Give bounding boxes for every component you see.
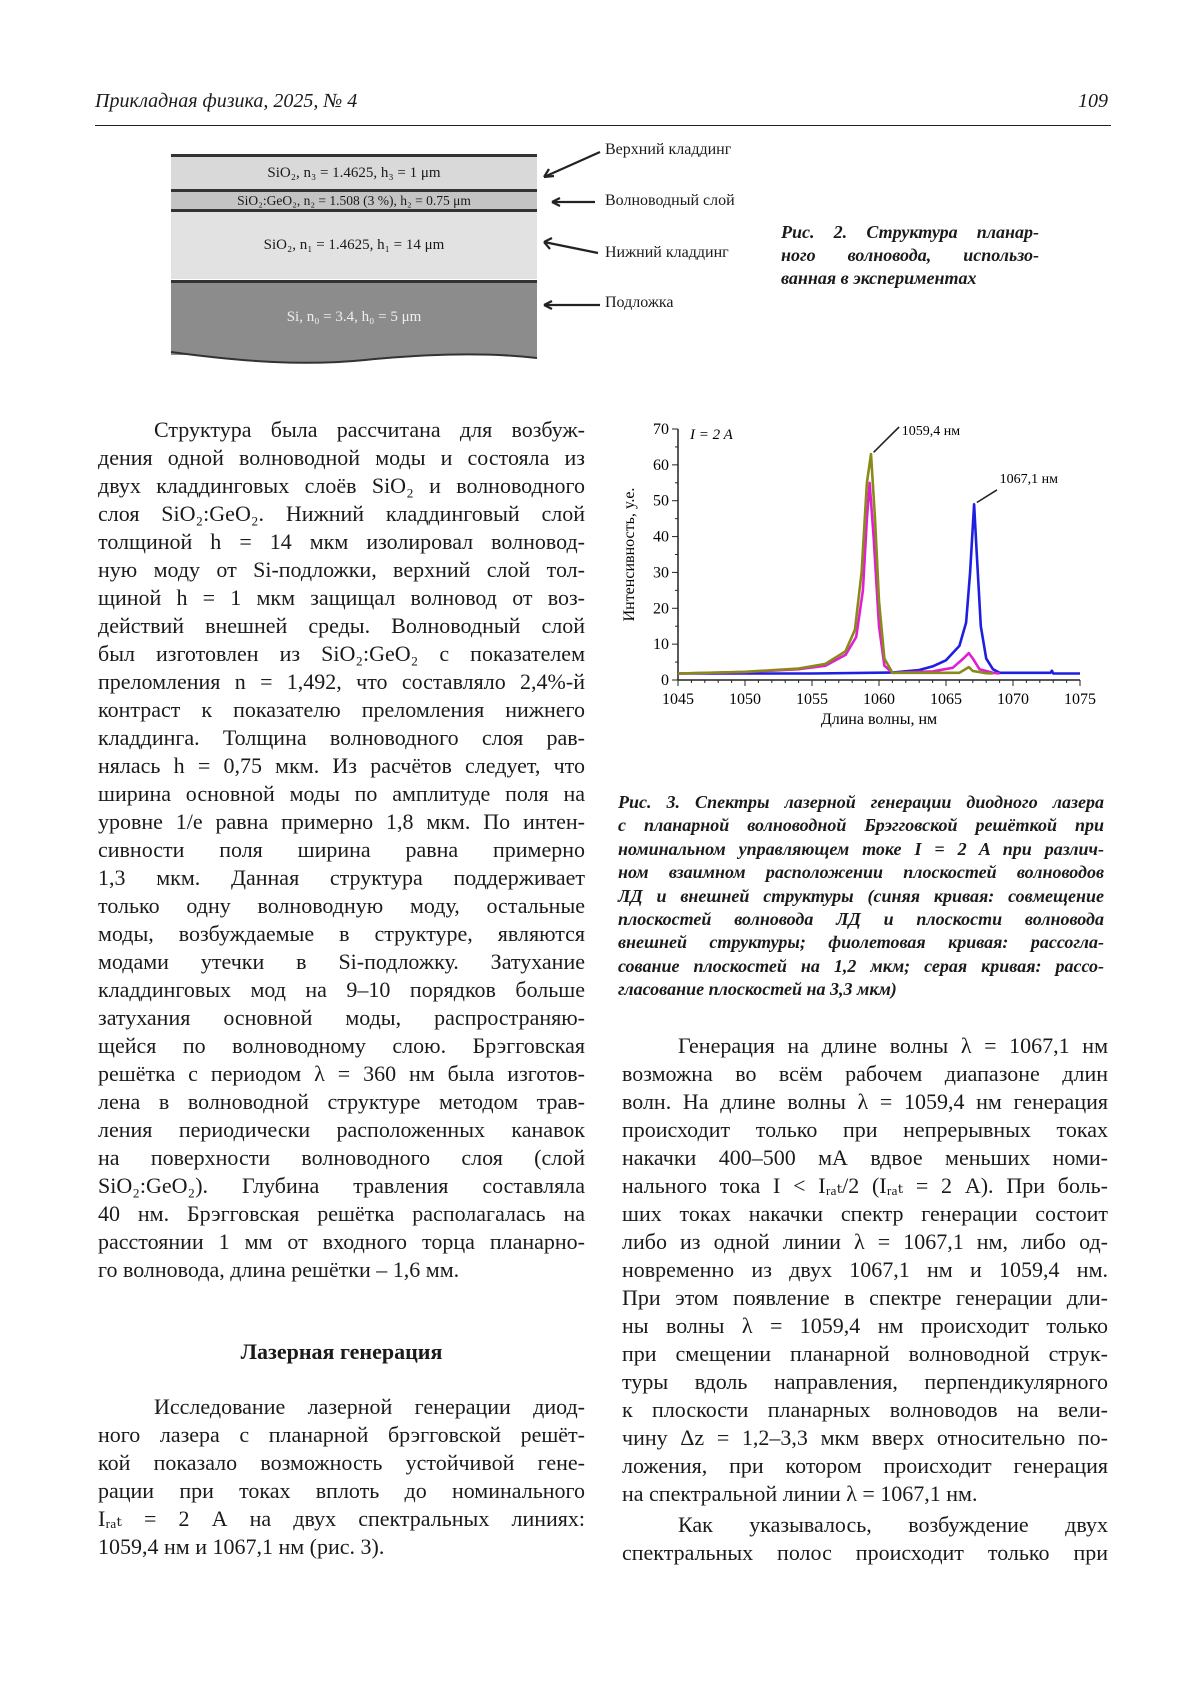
text-line: гласование плоскостей на 3,3 мкм)	[618, 978, 1104, 1001]
text-line: дения одной волноводной моды и состояла из	[98, 444, 585, 472]
right-paragraph-1	[622, 1032, 1108, 1508]
text-line: модами утечки в Si-подложку. Затухание	[98, 948, 585, 976]
figure-2-caption	[781, 221, 1039, 290]
journal-title: Прикладная физика, 2025, № 4	[95, 90, 357, 113]
text-line: затухания основной моды, распространяю-	[98, 1004, 585, 1032]
x-axis-label: Длина волны, нм	[821, 711, 937, 728]
text-line: на поверхности волноводного слоя (слой	[98, 1144, 585, 1172]
text-line: на спектральной линии λ = 1067,1 нм.	[622, 1480, 1108, 1508]
text-line: сование плоскостей на 1,2 мкм; серая кривая: рассо-	[618, 955, 1104, 978]
text-line: 1,3 мкм. Данная структура поддерживает	[98, 864, 585, 892]
series-line-magenta	[678, 483, 1000, 674]
text-line: решётка с периодом λ = 360 нм была изготов-	[98, 1060, 585, 1088]
figure-3-caption	[618, 791, 1104, 1002]
text-line: ших токах накачки спектр генерации состоит	[622, 1200, 1108, 1228]
text-line: ны волны λ = 1059,4 нм происходит только	[622, 1312, 1108, 1340]
text-line: только одну волноводную моду, остальные	[98, 892, 585, 920]
text-line: Iᵣₐₜ = 2 А на двух спектральных линиях:	[98, 1505, 585, 1533]
peak-arrow-1067	[977, 490, 997, 503]
y-tick-label: 0	[661, 672, 669, 689]
x-tick-label: 1060	[863, 691, 895, 708]
y-tick-label: 10	[653, 636, 669, 653]
x-tick-label: 1065	[930, 691, 962, 708]
x-tick-label: 1055	[796, 691, 828, 708]
label-waveguide-layer: Волноводный слой	[605, 192, 735, 210]
label-upper-cladding: Верхний кладдинг	[605, 141, 731, 159]
layer-upper-cladding: SiO₂, n₃ = 1.4625, h₃ = 1 μm	[171, 157, 537, 189]
text-line: действий внешней среды. Волноводный слой	[98, 612, 585, 640]
arrow-lower	[544, 242, 598, 253]
text-line: рации при токах вплоть до номинального	[98, 1477, 585, 1505]
text-line: Исследование лазерной генерации диод-	[98, 1393, 585, 1421]
peak-label-1059: 1059,4 нм	[902, 424, 960, 439]
text-line: двух кладдинговых слоёв SiO₂ и волноводного	[98, 472, 585, 500]
text-line: ления периодически расположенных канавок	[98, 1116, 585, 1144]
text-line: возможна во всём рабочем диапазоне длин	[622, 1060, 1108, 1088]
text-line: щиной h = 1 мкм защищал волновод от воз-	[98, 584, 585, 612]
current-annotation: I = 2 A	[689, 427, 734, 443]
text-line: новременно из двух 1067,1 нм и 1059,4 нм.	[622, 1256, 1108, 1284]
text-line: ном взаимном расположении плоскостей волноводов	[618, 861, 1104, 884]
text-line: накачки 400–500 мА вдвое меньших номи-	[622, 1144, 1108, 1172]
y-tick-label: 70	[653, 421, 669, 438]
text-line: контраст к показателю преломления нижнего	[98, 696, 585, 724]
text-line: щейся по волноводному слою. Брэгговская	[98, 1032, 585, 1060]
text-line: либо из одной линии λ = 1067,1 нм, либо од-	[622, 1228, 1108, 1256]
text-line: туры вдоль направления, перпендикулярного	[622, 1368, 1108, 1396]
section-heading: Лазерная генерация	[98, 1338, 585, 1366]
x-tick-label: 1050	[729, 691, 761, 708]
text-line: к плоскости планарных волноводов на вели-	[622, 1396, 1108, 1424]
series-line-olive	[678, 454, 993, 673]
left-paragraph-2	[98, 1393, 585, 1561]
text-line: плоскостей волновода ЛД и плоскости волновода	[618, 908, 1104, 931]
y-axis-label: Интенсивность, у.е.	[621, 488, 638, 622]
text-line: Рис. 2. Структура планар-	[781, 221, 1039, 244]
text-line: лена в волноводной структуре методом трав-	[98, 1088, 585, 1116]
x-tick-label: 1045	[662, 691, 694, 708]
text-line: спектральных полос происходит только при	[622, 1539, 1108, 1567]
x-tick-label: 1070	[997, 691, 1029, 708]
text-line: Структура была рассчитана для возбуж-	[98, 416, 585, 444]
text-line: уровне 1/e равна примерно 1,8 мкм. По интен-	[98, 808, 585, 836]
peak-arrow-1059	[874, 427, 899, 452]
y-tick-label: 50	[653, 493, 669, 510]
text-line: толщиной h = 14 мкм изолировал волновод-	[98, 528, 585, 556]
header-rule	[95, 125, 1111, 126]
layer-lower-cladding: SiO₂, n₁ = 1.4625, h₁ = 14 μm	[171, 212, 537, 279]
text-line: волн. На длине волны λ = 1059,4 нм генерация	[622, 1088, 1108, 1116]
left-paragraph-1	[98, 416, 585, 1284]
text-line: SiO₂:GeO₂). Глубина травления составляла	[98, 1172, 585, 1200]
text-line: кой показало возможность устойчивой гене-	[98, 1449, 585, 1477]
y-tick-label: 40	[653, 529, 669, 546]
right-paragraph-2	[622, 1511, 1108, 1567]
text-line: моды, возбуждаемые в структуре, являются	[98, 920, 585, 948]
text-line: го волновода, длина решётки – 1,6 мм.	[98, 1256, 585, 1284]
text-line: номинальном управляющем токе I = 2 A при различ-	[618, 838, 1104, 861]
arrow-upper	[544, 152, 600, 177]
text-line: ную моду от Si-подложки, верхний слой тол-	[98, 556, 585, 584]
y-tick-label: 30	[653, 564, 669, 581]
page-number: 109	[1078, 90, 1108, 113]
text-line: преломления n = 1,492, что составляло 2,4%-й	[98, 668, 585, 696]
label-lower-cladding: Нижний кладдинг	[605, 244, 729, 262]
label-substrate: Подложка	[605, 294, 674, 312]
arrows	[530, 140, 610, 320]
text-line: ного лазера с планарной брэгговской решёт-	[98, 1421, 585, 1449]
text-line: Генерация на длине волны λ = 1067,1 нм	[622, 1032, 1108, 1060]
text-line: ЛД и внешней структуры (синяя кривая: совмещение	[618, 885, 1104, 908]
text-line: ного волновода, использо-	[781, 244, 1039, 267]
text-line: при смещении планарной волноводной струк-	[622, 1340, 1108, 1368]
text-line: 1059,4 нм и 1067,1 нм (рис. 3).	[98, 1533, 585, 1561]
text-line: При этом появление в спектре генерации дли-	[622, 1284, 1108, 1312]
text-line: был изготовлен из SiO₂:GeO₂ с показателем	[98, 640, 585, 668]
text-line: с планарной волноводной Брэгговской решёткой при	[618, 814, 1104, 837]
text-line: происходит только при непрерывных токах	[622, 1116, 1108, 1144]
text-line: слоя SiO₂:GeO₂. Нижний кладдинговый слой	[98, 500, 585, 528]
text-line: кладдинговых мод на 9–10 порядков больше	[98, 976, 585, 1004]
text-line: чину Δz = 1,2–3,3 мкм вверх относительно по-	[622, 1424, 1108, 1452]
layer-waveguide: SiO₂:GeO₂, n₂ = 1.508 (3 %), h₂ = 0.75 μm	[171, 192, 537, 209]
text-line: ложения, при котором происходит генерация	[622, 1452, 1108, 1480]
text-line: 40 нм. Брэгговская решётка располагалась на	[98, 1200, 585, 1228]
text-line: ширина основной моды по амплитуде поля на	[98, 780, 585, 808]
text-line: расстоянии 1 мм от входного торца планарно-	[98, 1228, 585, 1256]
x-tick-label: 1075	[1064, 691, 1096, 708]
text-line: нального тока I < Iᵣₐₜ/2 (Iᵣₐₜ = 2 А). При боль-	[622, 1172, 1108, 1200]
text-line: Как указывалось, возбуждение двух	[622, 1511, 1108, 1539]
y-tick-label: 20	[653, 600, 669, 617]
text-line: внешней структуры; фиолетовая кривая: рассогла-	[618, 931, 1104, 954]
spectrum-chart	[600, 405, 1120, 745]
text-line: нялась h = 0,75 мкм. Из расчётов следует, что	[98, 752, 585, 780]
substrate-wavy-edge	[165, 340, 545, 370]
text-line: сивности поля ширина равна примерно	[98, 836, 585, 864]
y-tick-label: 60	[653, 457, 669, 474]
text-line: ванная в экспериментах	[781, 267, 1039, 290]
text-line: Рис. 3. Спектры лазерной генерации диодного лазера	[618, 791, 1104, 814]
layer-substrate: Si, n₀ = 3.4, h₀ = 5 μm	[171, 283, 537, 355]
peak-label-1067: 1067,1 нм	[1000, 472, 1058, 487]
text-line: кладдинга. Толщина волноводного слоя рав-	[98, 724, 585, 752]
